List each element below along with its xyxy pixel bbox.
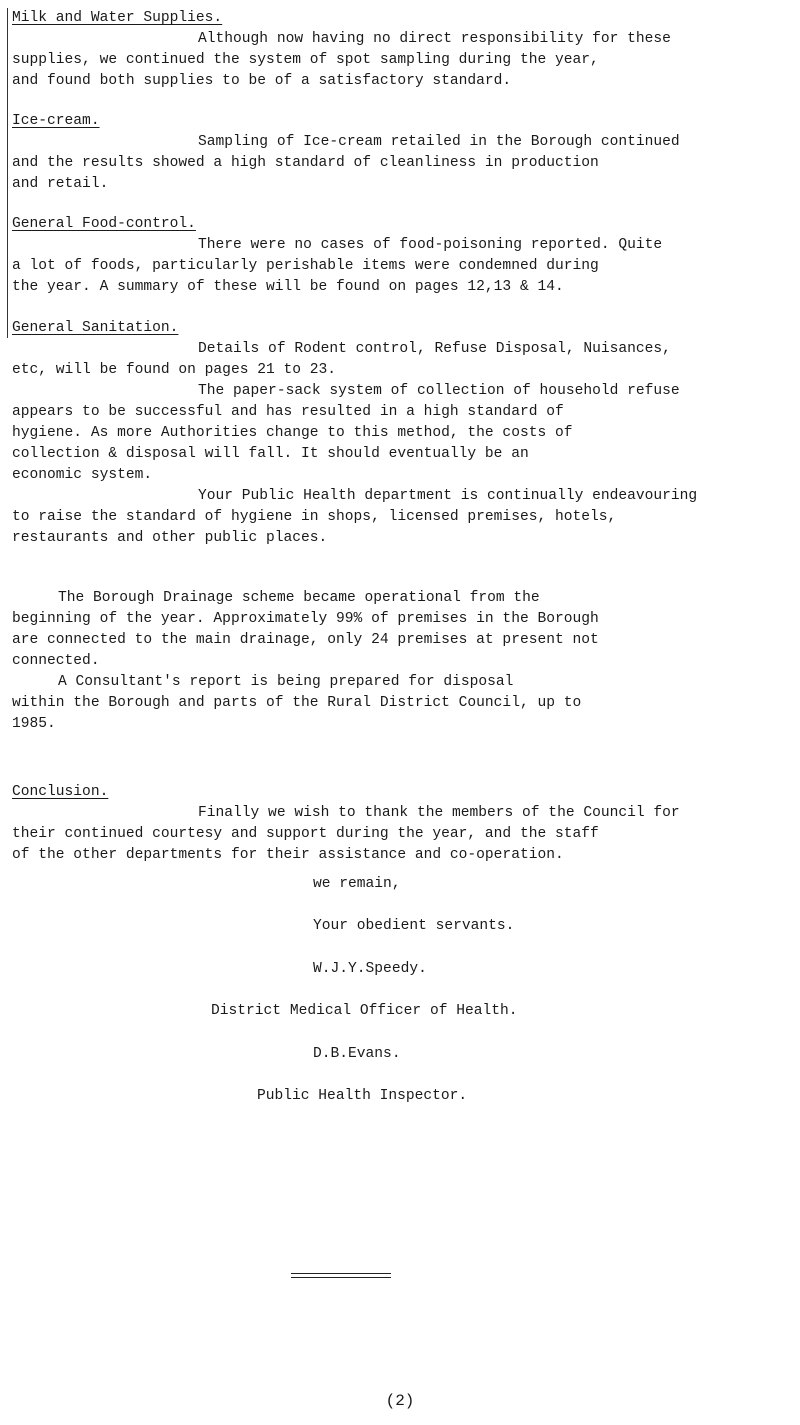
paragraph-line: There were no cases of food-poisoning reported. Quite bbox=[198, 237, 663, 253]
paragraph-line: economic system. bbox=[12, 467, 153, 483]
paragraph-line: 1985. bbox=[12, 716, 56, 732]
section-drainage bbox=[12, 588, 792, 735]
paragraph-line: Although now having no direct responsibility for these bbox=[198, 31, 671, 47]
section-ice-cream bbox=[12, 111, 792, 195]
closing-remain: we remain, bbox=[313, 876, 401, 892]
paragraph-line: Finally we wish to thank the members of the Council for bbox=[198, 805, 680, 821]
signatory-title-1: District Medical Officer of Health. bbox=[211, 1003, 518, 1019]
signatory-name-2: D.B.Evans. bbox=[313, 1046, 401, 1062]
heading-milk-water: Milk and Water Supplies. bbox=[12, 10, 223, 26]
paragraph-line: connected. bbox=[12, 653, 100, 669]
paragraph-line: The Borough Drainage scheme became operational from the bbox=[58, 590, 540, 606]
heading-ice-cream: Ice-cream. bbox=[12, 113, 100, 129]
paragraph-line: of the other departments for their assistance and co-operation. bbox=[12, 847, 564, 863]
paragraph-line: the year. A summary of these will be found on pages 12,13 & 14. bbox=[12, 279, 564, 295]
paragraph-line: appears to be successful and has resulted in a high standard of bbox=[12, 404, 564, 420]
paragraph-line: within the Borough and parts of the Rural District Council, up to bbox=[12, 695, 582, 711]
paragraph-line: and the results showed a high standard of cleanliness in production bbox=[12, 155, 599, 171]
section-conclusion bbox=[12, 782, 792, 866]
heading-food-control: General Food-control. bbox=[12, 216, 196, 232]
page-number: (2) bbox=[385, 1392, 415, 1410]
paragraph-line: are connected to the main drainage, only 24 premises at present not bbox=[12, 632, 599, 648]
paragraph-line: their continued courtesy and support during the year, and the staff bbox=[12, 826, 599, 842]
paragraph-line: hygiene. As more Authorities change to this method, the costs of bbox=[12, 425, 573, 441]
section-milk-water bbox=[12, 8, 792, 92]
heading-conclusion: Conclusion. bbox=[12, 784, 109, 800]
closing-servants: Your obedient servants. bbox=[313, 918, 515, 934]
paragraph-line: Details of Rodent control, Refuse Disposal, Nuisances, bbox=[198, 341, 671, 357]
section-food-control bbox=[12, 214, 792, 298]
paragraph-line: to raise the standard of hygiene in shops, licensed premises, hotels, bbox=[12, 509, 617, 525]
paragraph-line: supplies, we continued the system of spot sampling during the year, bbox=[12, 52, 599, 68]
paragraph-line: The paper-sack system of collection of household refuse bbox=[198, 383, 680, 399]
signatory-name-1: W.J.Y.Speedy. bbox=[313, 961, 427, 977]
paragraph-line: restaurants and other public places. bbox=[12, 530, 328, 546]
paragraph-line: a lot of foods, particularly perishable items were condemned during bbox=[12, 258, 599, 274]
paragraph-line: and retail. bbox=[12, 176, 109, 192]
signatory-title-2: Public Health Inspector. bbox=[257, 1088, 468, 1104]
paragraph-line: beginning of the year. Approximately 99% of premises in the Borough bbox=[12, 611, 599, 627]
paragraph-line: and found both supplies to be of a satisfactory standard. bbox=[12, 73, 512, 89]
paragraph-line: collection & disposal will fall. It should eventually be an bbox=[12, 446, 529, 462]
margin-rule bbox=[7, 8, 8, 338]
paragraph-line: A Consultant's report is being prepared for disposal bbox=[58, 674, 514, 690]
paragraph-line: etc, will be found on pages 21 to 23. bbox=[12, 362, 337, 378]
paragraph-line: Sampling of Ice-cream retailed in the Borough continued bbox=[198, 134, 680, 150]
end-divider bbox=[291, 1273, 391, 1281]
paragraph-line: Your Public Health department is continually endeavouring bbox=[198, 488, 698, 504]
heading-general-sanitation: General Sanitation. bbox=[12, 320, 179, 336]
section-general-sanitation bbox=[12, 318, 792, 549]
